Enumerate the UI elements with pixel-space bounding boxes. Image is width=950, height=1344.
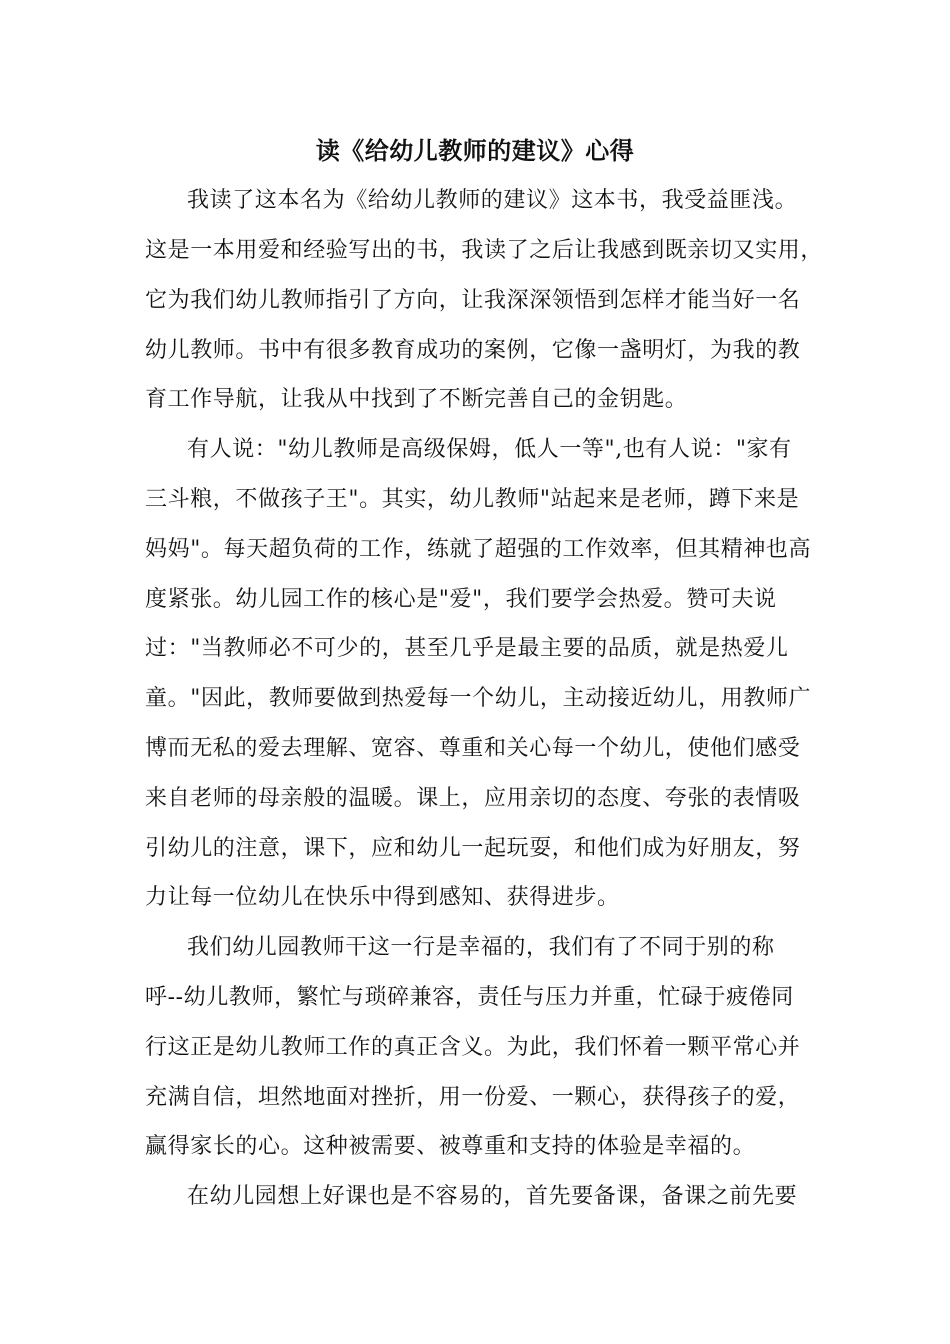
paragraph-3-line-5: 赢得家长的心。这种被需要、被尊重和支持的体验是幸福的。 bbox=[145, 1134, 756, 1159]
paragraph-4-line-1: 在幼儿园想上好课也是不容易的，首先要备课，备课之前先要 bbox=[187, 1184, 798, 1209]
paragraph-2-line-3: 妈妈"。每天超负荷的工作，练就了超强的工作效率，但其精神也高 bbox=[145, 537, 812, 562]
paragraph-1-line-2: 这是一本用爱和经验写出的书，我读了之后让我感到既亲切又实用， bbox=[145, 238, 824, 263]
paragraph-1-line-3: 它为我们幼儿教师指引了方向，让我深深领悟到怎样才能当好一名 bbox=[145, 288, 801, 313]
paragraph-3-line-4: 充满自信，坦然地面对挫折，用一份爱、一颗心，获得孩子的爱， bbox=[145, 1085, 801, 1110]
paragraph-2-line-1: 有人说："幼儿教师是高级保姆，低人一等",也有人说："家有 bbox=[187, 437, 792, 462]
paragraph-1-line-5: 育工作导航，让我从中找到了不断完善自己的金钥匙。 bbox=[145, 387, 688, 412]
document-title: 读《给幼儿教师的建议》心得 bbox=[315, 136, 635, 165]
paragraph-1-line-1: 我读了这本名为《给幼儿教师的建议》这本书，我受益匪浅。 bbox=[187, 188, 798, 213]
paragraph-3-line-1: 我们幼儿园教师干这一行是幸福的，我们有了不同于别的称 bbox=[187, 935, 775, 960]
paragraph-2-line-2: 三斗粮，不做孩子王"。其实，幼儿教师"站起来是老师，蹲下来是 bbox=[145, 487, 800, 512]
paragraph-1-line-4: 幼儿教师。书中有很多教育成功的案例，它像一盏明灯，为我的教 bbox=[145, 338, 801, 363]
paragraph-2-line-7: 博而无私的爱去理解、宽容、尊重和关心每一个幼儿，使他们感受 bbox=[145, 736, 801, 761]
paragraph-2-line-10: 力让每一位幼儿在快乐中得到感知、获得进步。 bbox=[145, 885, 620, 910]
paragraph-3-line-3: 行这正是幼儿教师工作的真正含义。为此，我们怀着一颗平常心并 bbox=[145, 1035, 801, 1060]
paragraph-2-line-9: 引幼儿的注意，课下，应和幼儿一起玩耍，和他们成为好朋友，努 bbox=[145, 836, 801, 861]
paragraph-2-line-8: 来自老师的母亲般的温暖。课上，应用亲切的态度、夸张的表情吸 bbox=[145, 786, 801, 811]
paragraph-2-line-4: 度紧张。幼儿园工作的核心是"爱"，我们要学会热爱。赞可夫说 bbox=[145, 587, 777, 612]
paragraph-2-line-6: 童。"因此，教师要做到热爱每一个幼儿，主动接近幼儿，用教师广 bbox=[145, 686, 812, 711]
paragraph-3-line-2: 呼--幼儿教师，繁忙与琐碎兼容，责任与压力并重，忙碌于疲倦同 bbox=[145, 985, 794, 1010]
paragraph-2-line-5: 过："当教师必不可少的，甚至几乎是最主要的品质，就是热爱儿 bbox=[145, 636, 789, 661]
